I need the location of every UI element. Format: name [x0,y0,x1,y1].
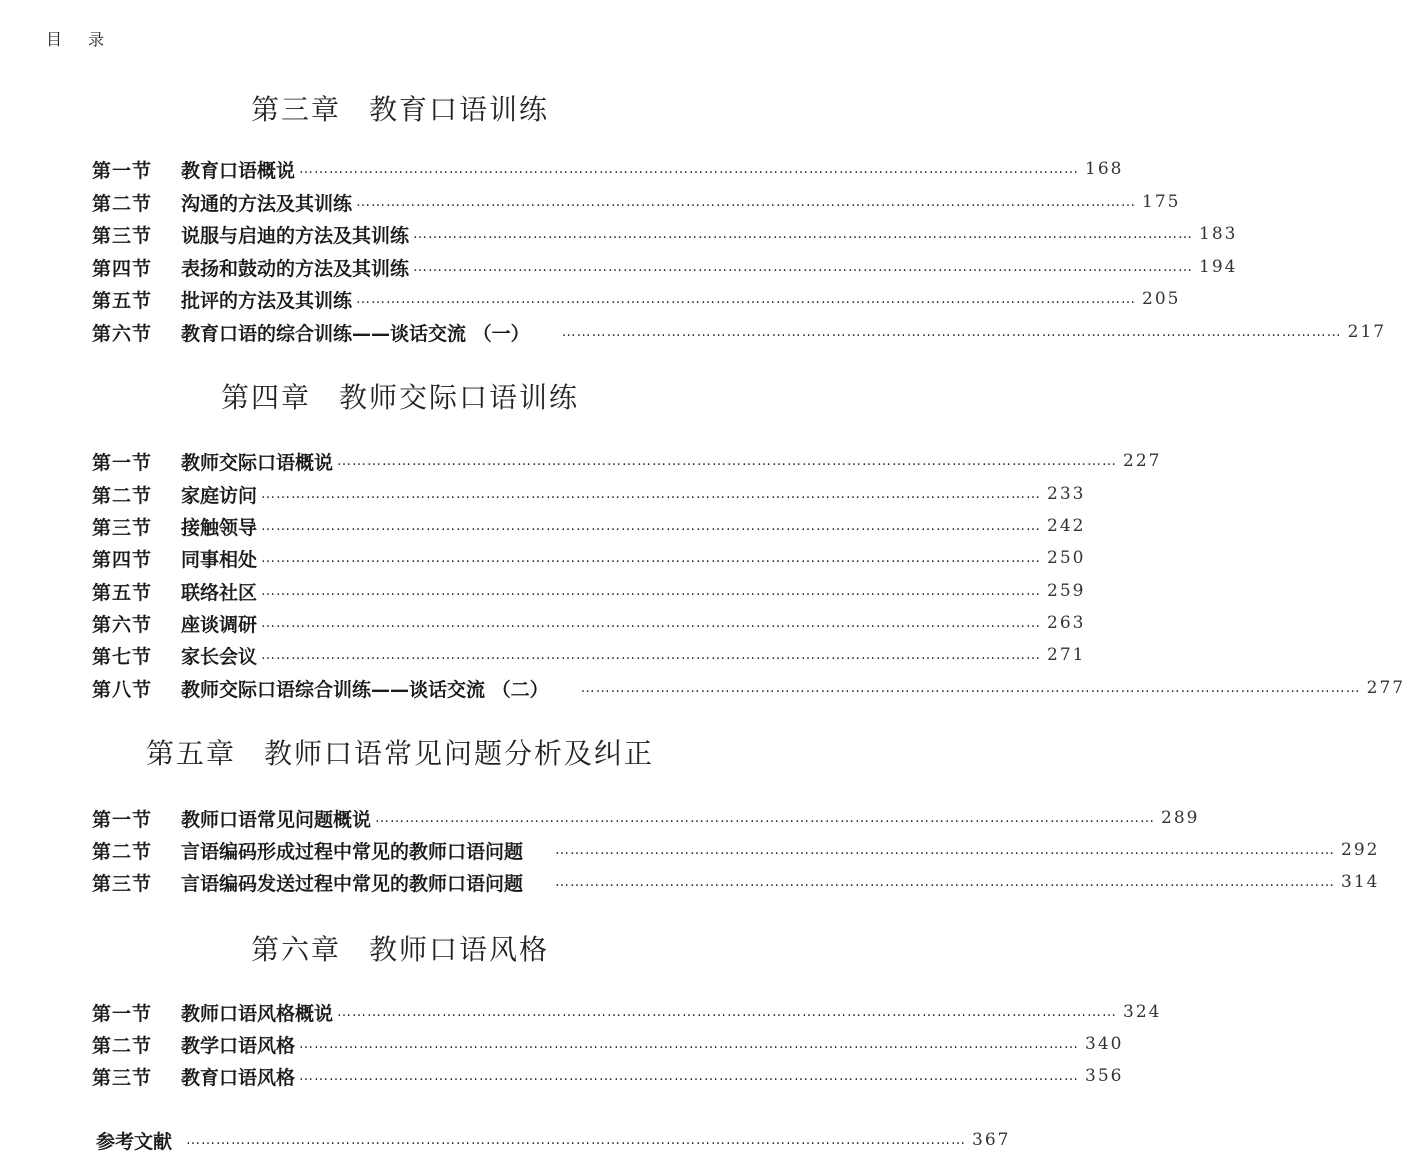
section-number: 第八节 [92,678,153,701]
chapter-heading [0,88,800,128]
section-number: 第三节 [92,872,153,895]
toc-entry[interactable] [92,511,1086,541]
toc-entry[interactable] [92,446,1162,476]
section-number: 第一节 [92,1002,153,1025]
page-number: 289 [1161,808,1200,828]
leader-dots: ………………………………………………………………………………………………………………………………………… [337,453,1118,469]
section-title: 教育口语风格 [181,1066,296,1089]
section-title: 座谈调研 [181,613,258,636]
leader-dots: ………………………………………………………………………………………………………………………………………… [186,1132,967,1148]
toc-entry[interactable] [92,673,1405,703]
toc-entry[interactable] [92,284,1181,314]
section-title: 言语编码发送过程中常见的教师口语问题 [181,872,524,895]
toc-entry[interactable] [92,1061,1124,1091]
toc-entry[interactable] [92,543,1086,573]
section-title: 表扬和鼓动的方法及其训练 [181,257,410,280]
section-title: 教师交际口语概说 [181,451,334,474]
page-number: 233 [1047,484,1086,504]
toc-entry[interactable] [92,867,1380,897]
section-number: 第四节 [92,548,153,571]
toc-entry[interactable] [92,640,1086,670]
page-number: 242 [1047,516,1086,536]
section-number: 第二节 [92,840,153,863]
references-title: 参考文献 [96,1130,173,1153]
section-number: 第五节 [92,289,153,312]
chapter-number: 第三章 [250,93,341,126]
section-number: 第六节 [92,613,153,636]
section-title: 联络社区 [181,581,258,604]
toc-entry[interactable] [92,1029,1124,1059]
page-number: 205 [1142,289,1181,309]
section-number: 第一节 [92,159,153,182]
leader-dots: ………………………………………………………………………………………………………………………………………… [555,842,1336,858]
leader-dots: ………………………………………………………………………………………………………………………………………… [356,194,1137,210]
toc-entry[interactable] [92,479,1086,509]
toc-entry[interactable] [92,219,1238,249]
chapter-number: 第五章 [145,737,236,770]
chapter-heading [0,732,800,772]
page-number: 194 [1199,257,1238,277]
toc-entry[interactable] [92,187,1181,217]
toc-entry[interactable] [92,608,1086,638]
toc-entry[interactable] [92,803,1200,833]
page-number: 292 [1341,840,1380,860]
page-number: 250 [1047,548,1086,568]
section-number: 第三节 [92,224,153,247]
leader-dots: ………………………………………………………………………………………………………………………………………… [299,1036,1080,1052]
leader-dots: ………………………………………………………………………………………………………………………………………… [375,810,1156,826]
toc-entry-references[interactable] [92,1125,1011,1155]
chapter-heading [0,376,800,416]
leader-dots: ………………………………………………………………………………………………………………………………………… [299,161,1080,177]
section-title: 教师口语常见问题概说 [181,808,372,831]
leader-dots: ………………………………………………………………………………………………………………………………………… [356,291,1137,307]
page-number: 324 [1123,1002,1162,1022]
section-number: 第五节 [92,581,153,604]
section-number: 第三节 [92,516,153,539]
chapter-title: 教师口语常见问题分析及纠正 [264,737,655,770]
page-number: 314 [1341,872,1380,892]
section-title: 家庭访问 [181,484,258,507]
leader-dots: ………………………………………………………………………………………………………………………………………… [413,259,1194,275]
leader-dots: ………………………………………………………………………………………………………………………………………… [337,1004,1118,1020]
section-number: 第一节 [92,451,153,474]
leader-dots: ………………………………………………………………………………………………………………………………………… [261,486,1042,502]
page-number: 168 [1085,159,1124,179]
section-number: 第二节 [92,484,153,507]
section-title: 言语编码形成过程中常见的教师口语问题 [181,840,524,863]
section-number: 第四节 [92,257,153,280]
leader-dots: ………………………………………………………………………………………………………………………………………… [555,874,1336,890]
leader-dots: ………………………………………………………………………………………………………………………………………… [261,583,1042,599]
toc-entry[interactable] [92,252,1238,282]
page-number: 175 [1142,192,1181,212]
section-number: 第七节 [92,645,153,668]
leader-dots: ………………………………………………………………………………………………………………………………………… [261,647,1042,663]
toc-entry[interactable] [92,835,1380,865]
section-number: 第六节 [92,322,153,345]
leader-dots: ………………………………………………………………………………………………………………………………………… [580,680,1361,696]
section-title: 教学口语风格 [181,1034,296,1057]
chapter-number: 第四章 [220,381,311,414]
page-number: 367 [972,1130,1011,1150]
section-title: 沟通的方法及其训练 [181,192,353,215]
chapter-title: 教师口语风格 [369,933,550,966]
section-title: 接触领导 [181,516,258,539]
chapter-title: 教师交际口语训练 [339,381,580,414]
leader-dots: ………………………………………………………………………………………………………………………………………… [413,226,1194,242]
section-title: 教师交际口语综合训练——谈话交流 （二） [181,678,549,701]
section-title: 教育口语的综合训练——谈话交流 （一） [181,322,530,345]
chapter-title: 教育口语训练 [369,93,550,126]
section-title: 家长会议 [181,645,258,668]
page-number: 227 [1123,451,1162,471]
section-title: 批评的方法及其训练 [181,289,353,312]
section-title: 同事相处 [181,548,258,571]
chapter-heading [0,928,800,968]
page-number: 259 [1047,581,1086,601]
running-header: 目录 [46,30,131,49]
section-title: 教师口语风格概说 [181,1002,334,1025]
leader-dots: ………………………………………………………………………………………………………………………………………… [261,615,1042,631]
chapter-number: 第六章 [250,933,341,966]
section-title: 教育口语概说 [181,159,296,182]
page-number: 217 [1347,322,1387,342]
leader-dots: ………………………………………………………………………………………………………………………………………… [261,550,1042,566]
section-number: 第二节 [92,1034,153,1057]
leader-dots: ………………………………………………………………………………………………………………………………………… [299,1068,1080,1084]
page-number: 183 [1199,224,1238,244]
page-number: 263 [1047,613,1086,633]
section-title: 说服与启迪的方法及其训练 [181,224,410,247]
page-number: 277 [1366,678,1405,698]
section-number: 第三节 [92,1066,153,1089]
toc-entry[interactable] [92,997,1162,1027]
toc-entry[interactable] [92,317,1387,347]
toc-entry[interactable] [92,154,1124,184]
page-number: 356 [1085,1066,1124,1086]
page-number: 271 [1047,645,1086,665]
leader-dots: ………………………………………………………………………………………………………………………………………… [561,324,1342,340]
section-number: 第二节 [92,192,153,215]
page-number: 340 [1085,1034,1124,1054]
section-number: 第一节 [92,808,153,831]
toc-entry[interactable] [92,576,1086,606]
leader-dots: ………………………………………………………………………………………………………………………………………… [261,518,1042,534]
